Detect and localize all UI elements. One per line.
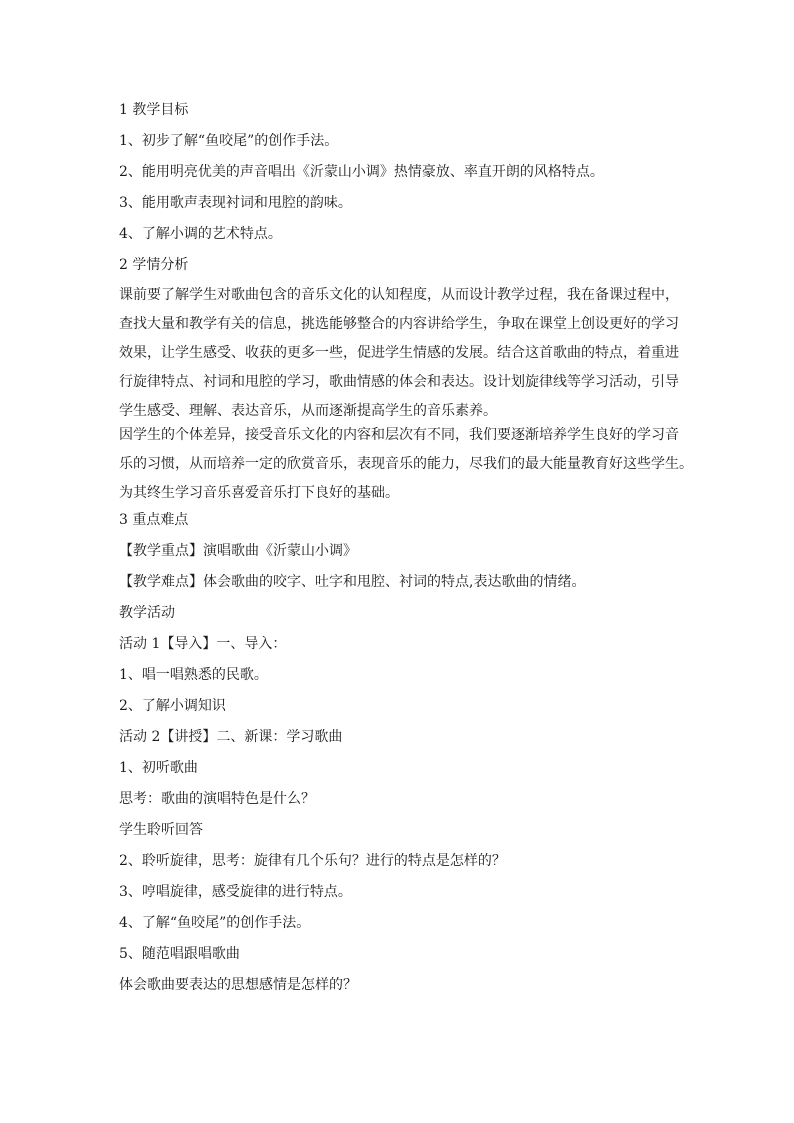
- activity-item: 思考：歌曲的演唱特色是什么？: [119, 791, 315, 807]
- teaching-difficulty: 【教学难点】体会歌曲的咬字、吐字和甩腔、衬词的特点,表达歌曲的情绪。: [119, 574, 586, 590]
- paragraph-line: 学生感受、理解、表达音乐，从而逐渐提高学生的音乐素养。: [119, 403, 497, 419]
- activity-item: 体会歌曲要表达的思想感情是怎样的？: [119, 977, 357, 993]
- activity-item: 1、初听歌曲: [119, 760, 198, 776]
- paragraph-line: 因学生的个体差异，接受音乐文化的内容和层次有不同，我们要逐渐培养学生良好的学习音: [119, 427, 679, 443]
- goal-item: 2、能用明亮优美的声音唱出《沂蒙山小调》热情豪放、率直开朗的风格特点。: [119, 164, 604, 180]
- activity-item: 3、哼唱旋律，感受旋律的进行特点。: [119, 884, 352, 900]
- activity-item: 4、了解“鱼咬尾”的创作手法。: [119, 915, 311, 931]
- paragraph-line: 行旋律特点、衬词和甩腔的学习，歌曲情感的体会和表达。设计划旋律线等学习活动，引导: [119, 374, 679, 390]
- activity-title: 活动 2【讲授】二、新课：学习歌曲: [119, 729, 343, 745]
- analysis-paragraph: [119, 421, 693, 508]
- section-heading-key-points: 3 重点难点: [119, 512, 189, 528]
- teaching-key-point: 【教学重点】演唱歌曲《沂蒙山小调》: [119, 543, 357, 559]
- analysis-paragraph: [119, 281, 679, 426]
- section-heading-student-analysis: 2 学情分析: [119, 257, 189, 273]
- goal-item: 4、了解小调的艺术特点。: [119, 226, 282, 242]
- paragraph-line: 效果，让学生感受、收获的更多一些，促进学生情感的发展。结合这首歌曲的特点，着重进: [119, 345, 679, 361]
- document-page: [119, 100, 693, 1006]
- activity-item: 2、聆听旋律，思考：旋律有几个乐句？进行的特点是怎样的？: [119, 853, 506, 869]
- activity-item: 1、唱一唱熟悉的民歌。: [119, 667, 268, 683]
- goal-item: 1、初步了解“鱼咬尾”的创作手法。: [119, 133, 339, 149]
- paragraph-line: 乐的习惯，从而培养一定的欣赏音乐，表现音乐的能力，尽我们的最大能量教育好这些学生。: [119, 456, 693, 472]
- activity-item: 学生聆听回答: [119, 822, 203, 838]
- activity-item: 5、随范唱跟唱歌曲: [119, 946, 240, 962]
- paragraph-line: 课前要了解学生对歌曲包含的音乐文化的认知程度，从而设计教学过程，我在备课过程中，: [119, 287, 679, 303]
- section-heading-activities: 教学活动: [119, 605, 175, 621]
- activity-item: 2、了解小调知识: [119, 698, 226, 714]
- activity-title: 活动 1【导入】一、导入：: [119, 636, 287, 652]
- paragraph-line: 为其终生学习音乐喜爱音乐打下良好的基础。: [119, 485, 399, 501]
- paragraph-line: 查找大量和教学有关的信息，挑选能够整合的内容讲给学生，争取在课堂上创设更好的学习: [119, 316, 679, 332]
- section-heading-teaching-goals: 1 教学目标: [119, 102, 189, 118]
- goal-item: 3、能用歌声表现衬词和甩腔的韵味。: [119, 195, 352, 211]
